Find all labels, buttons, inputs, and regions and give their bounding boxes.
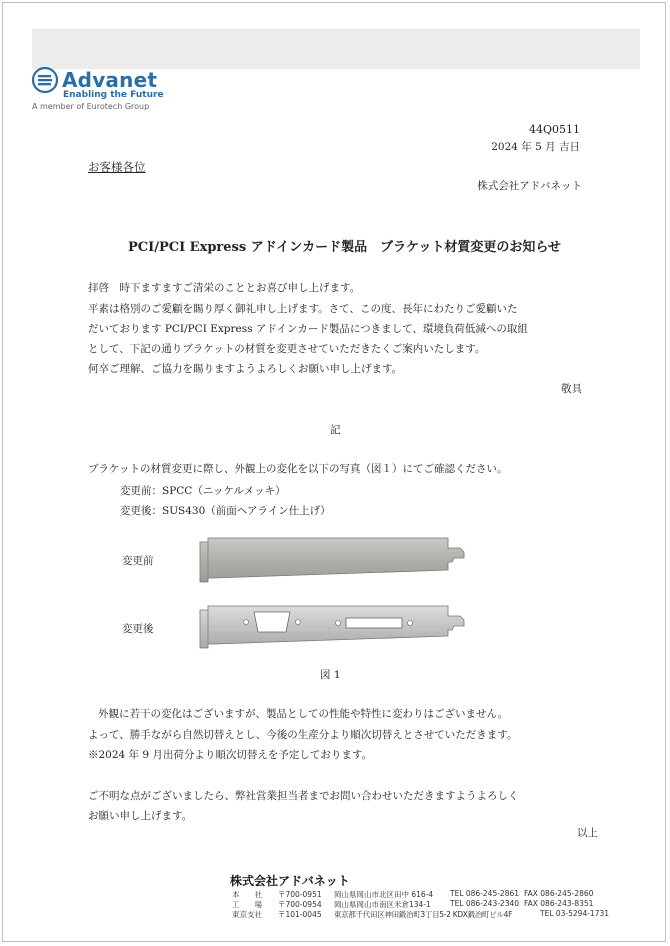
- bracket-before-photo: [196, 534, 476, 586]
- label-before: 変更前: [122, 555, 154, 567]
- body-line: 外観に若干の変化はございますが、製品としての性能や特性に変わりはございません。: [98, 708, 509, 720]
- office-address: 岡山県岡山市北区田中 616-4: [334, 890, 434, 899]
- document-title: PCI/PCI Express アドインカード製品 ブラケット材質変更のお知らせ: [128, 240, 562, 255]
- greeting-line: 何卒ご理解、ご協力を賜りますようよろしくお願い申し上げます。: [88, 363, 403, 375]
- body-line: ※2024 年 9 月出荷分より順次切替えを予定しております。: [88, 749, 373, 761]
- greeting-line: だいております PCI/PCI Express アドインカード製品につきまして、環境負荷低減への取組: [88, 323, 528, 335]
- addressee: お客様各位: [88, 160, 146, 174]
- office-address: 東京都千代田区神田鍛冶町3丁目5-2 KDX鍛冶町ビル4F: [334, 910, 513, 919]
- office-fax: FAX 086-243-8351: [524, 899, 594, 908]
- office-tel: TEL 086-243-2340: [450, 899, 520, 908]
- sender-name: 株式会社アドバネット: [477, 180, 582, 192]
- office-name: 東京支社: [232, 910, 262, 919]
- body-line: よって、勝手ながら自然切替えとし、今後の生産分より順次切替えとさせていただきます。: [88, 729, 518, 741]
- office-fax: FAX 086-245-2860: [524, 889, 594, 898]
- before-spec: 変更前：SPCC（ニッケルメッキ）: [120, 485, 286, 497]
- figure-caption: 図 1: [320, 669, 341, 681]
- closing-line: ご不明な点がございましたら、弊社営業担当者までお問い合わせいただきますようよろしく: [88, 790, 519, 802]
- company-logo: [32, 67, 164, 111]
- logo-tagline: Enabling the Future: [63, 90, 164, 100]
- footer-company: 株式会社アドバネット: [230, 874, 350, 888]
- office-zip: 〒700-0951: [278, 890, 322, 899]
- ki-heading: 記: [330, 424, 341, 436]
- logo-name: Advanet: [62, 68, 158, 92]
- bracket-after-photo: [196, 602, 476, 652]
- office-tel: TEL 086-245-2861: [450, 889, 520, 898]
- office-name: 工 場: [232, 900, 262, 909]
- document-number: 44Q0511: [528, 123, 580, 136]
- office-zip: 〒700-0954: [278, 900, 322, 909]
- after-spec: 変更後：SUS430（前面ヘアライン仕上げ）: [120, 505, 331, 517]
- closing-line: お願い申し上げます。: [88, 810, 193, 822]
- office-address: 岡山県岡山市南区米倉134-1: [334, 900, 431, 909]
- logo-member: A member of Eurotech Group: [32, 102, 150, 111]
- intro-text: ブラケットの材質変更に際し、外観上の変化を以下の写真（図１）にてご確認ください。: [88, 463, 508, 475]
- label-after: 変更後: [122, 623, 154, 635]
- greeting-line: として、下記の通りブラケットの材質を変更させていただきたくご案内いたします。: [88, 343, 486, 355]
- greeting-line: 拝啓 時下ますますご清栄のこととお喜び申し上げます。: [88, 282, 361, 294]
- keigu: 敬具: [561, 383, 582, 395]
- document-date: 2024 年 5 月 吉日: [491, 141, 580, 153]
- advanet-logo-icon: [32, 67, 58, 93]
- header-band: [32, 29, 640, 69]
- greeting-line: 平素は格別のご愛顧を賜り厚く御礼申し上げます。さて、この度、長年にわたりご愛顧いた: [88, 303, 518, 315]
- office-tel: TEL 03-5294-1731: [540, 909, 610, 918]
- office-name: 本 社: [232, 890, 262, 899]
- office-zip: 〒101-0045: [278, 910, 322, 919]
- ijou: 以上: [577, 827, 598, 839]
